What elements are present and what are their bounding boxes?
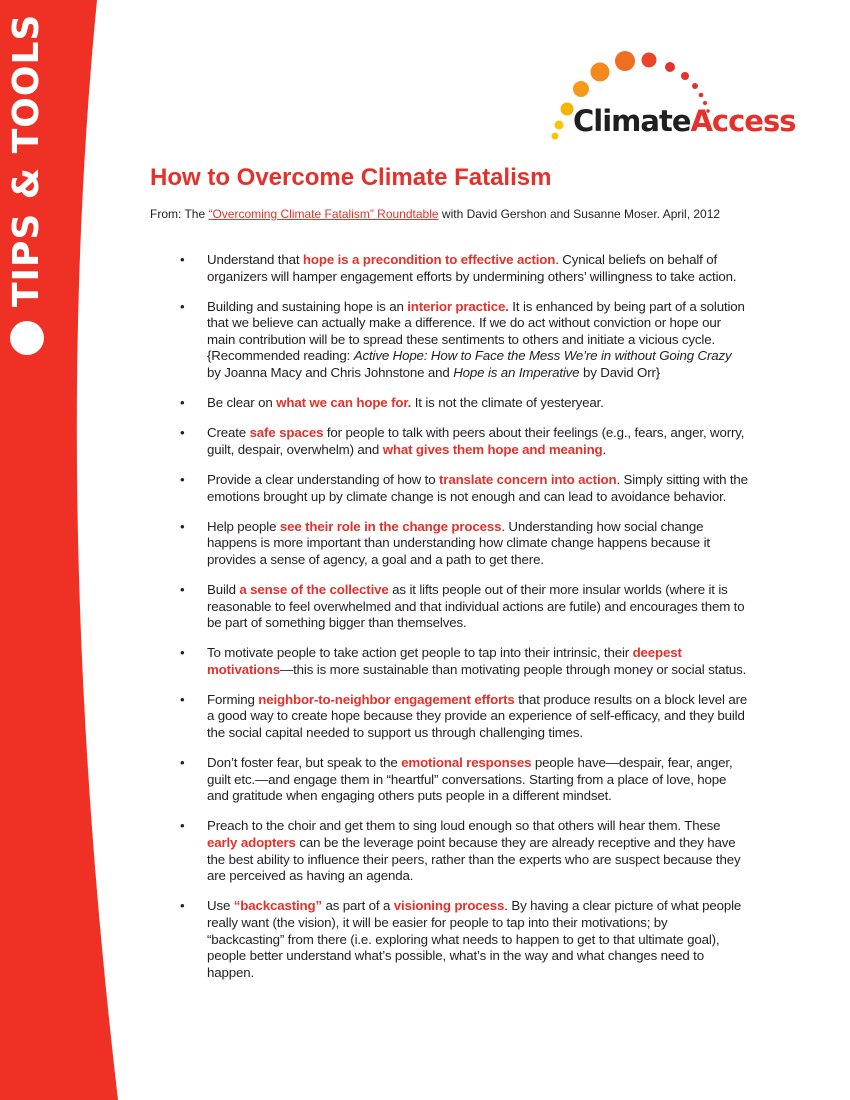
body-text: Use (207, 898, 234, 914)
body-text: Don’t foster fear, but speak to the (207, 755, 402, 771)
highlight-text: what we can hope for. (276, 395, 412, 411)
list-item (178, 519, 748, 569)
body-text: Building and sustaining hope is an (207, 298, 408, 314)
list-item (178, 472, 748, 505)
list-item (178, 692, 748, 742)
body-text: —this is more sustainable than motivating people through money or social status. (279, 661, 747, 677)
source-line (150, 207, 720, 221)
highlight-text: visioning process (393, 898, 505, 914)
list-item (178, 818, 748, 884)
highlight-text: safe spaces (249, 425, 324, 441)
highlight-text: interior practice. (407, 298, 509, 314)
logo-part2: Access (690, 104, 796, 138)
body-text: people have—despair, fear, anger, guilt etc.—and engage them in “heartful” conversations. Starting from a place of love, hope and gratitude when engaging others puts people in a different mindset. (207, 755, 733, 804)
list-item (178, 582, 748, 632)
body-text: . Simply sitting with the emotions brought up by climate change is not enough and can lead to avoidance behavior. (207, 471, 748, 504)
body-text: Provide a clear understanding of how to (207, 471, 440, 487)
body-text: Create (207, 425, 250, 441)
body-text: can be the leverage point because they are already receptive and they have the best ability to influence their peers, rather than the experts who are suspect because they are perceived as having an agenda. (207, 835, 741, 884)
body-text: To motivate people to take action get people to tap into their intrinsic, their (207, 645, 633, 661)
highlight-text: a sense of the collective (239, 581, 389, 597)
highlight-text: hope is a precondition to effective action (302, 252, 556, 267)
logo-part1: Climate (573, 104, 691, 138)
highlight-text: deepest motivations (207, 645, 682, 677)
body-text: by David Orr} (579, 365, 661, 381)
tips-list (178, 252, 748, 995)
highlight-text: emotional responses (401, 755, 532, 771)
italic-text: Hope is an Imperative (453, 365, 580, 381)
body-text: Forming (207, 691, 259, 707)
source-suffix: with David Gershon and Susanne Moser. April, 2012 (438, 207, 721, 221)
body-text: Help people (207, 518, 280, 534)
list-item (178, 252, 748, 285)
dot-icon (10, 321, 44, 355)
tips-tools-label (6, 14, 47, 355)
body-text: Be clear on (207, 395, 277, 411)
body-text: as it lifts people out of their more insular worlds (where it is reasonable to feel overwhelmed and that individual actions are futile) and encourages them to be part of something bigger than themselves. (207, 581, 745, 631)
page-title: How to Overcome Climate Fatalism (150, 164, 552, 191)
highlight-text: early adopters (207, 835, 296, 851)
highlight-text: translate concern into action (439, 471, 617, 487)
body-text: It is enhanced by being part of a solution that we believe can actually make a difference. If we do act without conviction or hope our main contribution will be to spread these sentiments to others and initiate a vicious cycle. {Recommended reading: (207, 298, 745, 364)
list-item (178, 645, 748, 678)
body-text: Preach to the choir and get them to sing loud enough so that others will hear them. These (207, 818, 721, 834)
list-item (178, 299, 748, 382)
band-label: TIPS & TOOLS (6, 13, 47, 307)
body-text: Build (207, 581, 240, 597)
body-text: . Understanding how social change happens is more important than understanding how climate change happens because it provides a sense of agency, a goal and a path to get there. (207, 518, 710, 567)
highlight-text: “backcasting” (233, 898, 322, 914)
list-item (178, 755, 748, 805)
body-text: by Joanna Macy and Chris Johnstone and (207, 365, 454, 381)
body-text: . (602, 441, 607, 457)
body-text: as part of a (321, 898, 394, 914)
logo-wordmark (573, 104, 796, 138)
list-item (178, 395, 748, 412)
body-text: . By having a clear picture of what people really want (the vision), it will be easier for people to tap into their motivations; by “backcasting” from there (i.e. exploring what needs to happen to get to that ultimate goal), people better understand what’s possible, what’s in the way and what changes need to happen. (207, 898, 742, 980)
italic-text: Active Hope: How to Face the Mess We’re in without Going Crazy (353, 348, 732, 364)
body-text: . Cynical beliefs on behalf of organizers will hamper engagement efforts by undermining others’ willingness to take action. (207, 252, 737, 284)
roundtable-link[interactable]: “Overcoming Climate Fatalism” Roundtable (208, 207, 439, 221)
highlight-text: neighbor-to-neighbor engagement efforts (258, 691, 515, 707)
body-text: that produce results on a block level are a good way to create hope because they provide an experience of self-efficacy, and they build the social capital needed to support us through challenging times. (207, 691, 748, 741)
list-item (178, 898, 748, 981)
highlight-text: what gives them hope and meaning (382, 441, 603, 457)
body-text: It is not the climate of yesteryear. (411, 395, 604, 411)
body-text: for people to talk with peers about their feelings (e.g., fears, anger, worry, guilt, despair, overwhelm) and (207, 425, 745, 457)
source-prefix: From: The (150, 207, 209, 221)
highlight-text: see their role in the change process (279, 518, 502, 534)
body-text: Understand that (207, 252, 303, 267)
list-item (178, 425, 748, 458)
